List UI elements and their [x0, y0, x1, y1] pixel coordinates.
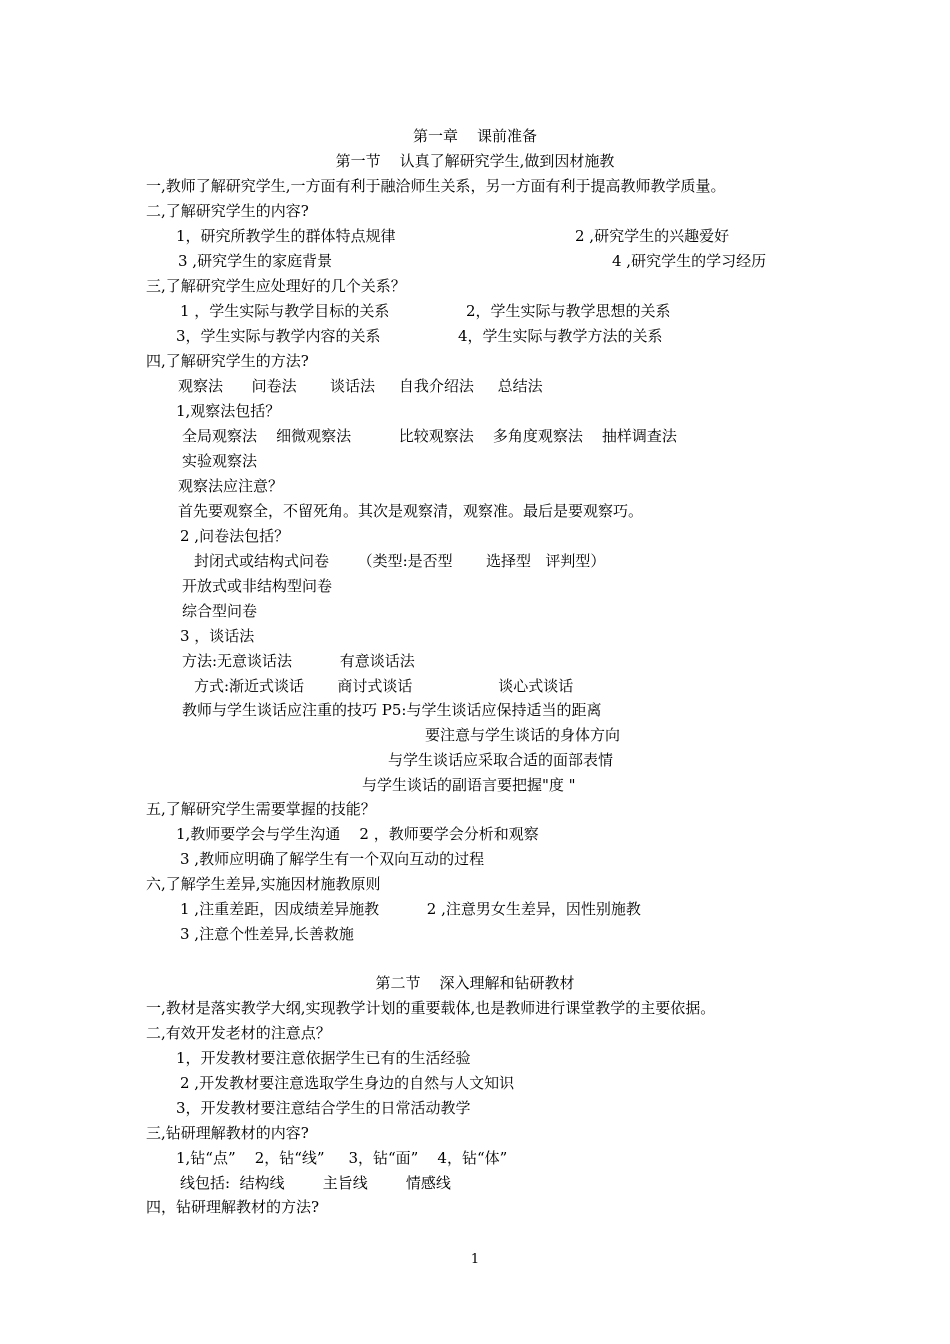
text-line: 1,钻“点” 2，钻“线” 3，钻“面” 4，钻“体”: [176, 1149, 508, 1167]
list-item: 1 ，学生实际与教学目标的关系: [180, 302, 390, 320]
text-line: 观察法应注意？: [178, 477, 284, 495]
question-heading: 四,了解研究学生的方法?: [146, 352, 309, 370]
paragraph: 一,教材是落实教学大纲,实现教学计划的重要载体,也是教师进行课堂教学的主要依据。: [146, 999, 716, 1017]
text-line: 方法:无意谈话法 有意谈话法: [182, 652, 415, 670]
question-heading: 五,了解研究学生需要掌握的技能？: [146, 800, 376, 818]
text-line: 方式:渐近式谈话 商讨式谈话 谈心式谈话: [194, 677, 574, 695]
text-line: 1,观察法包括？: [176, 402, 281, 420]
list-item: 4，学生实际与教学方法的关系: [458, 327, 663, 345]
text-line: 1 ,注重差距，因成绩差异施教 2 ,注意男女生差异，因性别施教: [180, 900, 641, 918]
list-item: 2，学生实际与教学思想的关系: [466, 302, 671, 320]
list-item: 2 ,研究学生的兴趣爱好: [575, 227, 730, 245]
list-item: 3 ,研究学生的家庭背景: [178, 252, 333, 270]
question-heading: 六,了解学生差异,实施因材施教原则: [146, 875, 381, 893]
text-line: 2 ,开发教材要注意选取学生身边的自然与人文知识: [180, 1074, 515, 1092]
text-line: 与学生谈话应采取合适的面部表情: [388, 751, 614, 769]
list-item: 4 ,研究学生的学习经历: [612, 252, 767, 270]
text-line: 3 ,注意个性差异,长善救施: [180, 925, 354, 943]
section-title: 第二节 深入理解和钻研教材: [375, 974, 575, 992]
page-number: 1: [470, 1252, 480, 1267]
question-heading: 二,了解研究学生的内容?: [146, 202, 309, 220]
question-heading: 三,钻研理解教材的内容?: [146, 1124, 309, 1142]
section-title: 第一节 认真了解研究学生,做到因材施教: [335, 152, 615, 170]
text-line: 开放式或非结构型问卷: [182, 577, 333, 595]
list-item: 3，学生实际与教学内容的关系: [176, 327, 381, 345]
list-item: 1，研究所教学生的群体特点规律: [176, 227, 396, 245]
text-line: 综合型问卷: [182, 602, 258, 620]
text-line: 实验观察法: [182, 452, 258, 470]
text-line: 要注意与学生谈话的身体方向: [425, 726, 621, 744]
question-heading: 四，钻研理解教材的方法?: [146, 1198, 320, 1216]
chapter-title: 第一章 课前准备: [412, 127, 538, 145]
text-line: 首先要观察全，不留死角。其次是观察清，观察准。最后是要观察巧。: [178, 502, 644, 520]
text-line: 线包括: 结构线 主旨线 情感线: [180, 1174, 451, 1192]
text-line: 3 ,教师应明确了解学生有一个双向互动的过程: [180, 850, 485, 868]
text-line: 全局观察法 细微观察法 比较观察法 多角度观察法 抽样调查法: [182, 427, 677, 445]
question-heading: 三,了解研究学生应处理好的几个关系？: [146, 277, 406, 295]
text-line: 1,教师要学会与学生沟通 2 ，教师要学会分析和观察: [176, 825, 539, 843]
question-heading: 二,有效开发老材的注意点？: [146, 1024, 331, 1042]
text-line: 2 ,问卷法包括？: [180, 527, 290, 545]
text-line: 教师与学生谈话应注重的技巧 P5:与学生谈话应保持适当的距离: [182, 701, 602, 719]
text-line: 3，开发教材要注意结合学生的日常活动教学: [176, 1099, 471, 1117]
text-line: 1，开发教材要注意依据学生已有的生活经验: [176, 1049, 471, 1067]
text-line: 观察法 问卷法 谈话法 自我介绍法 总结法: [178, 377, 543, 395]
text-line: 与学生谈话的副语言要把握"度 ": [362, 776, 576, 794]
text-line: 封闭式或结构式问卷 （类型:是否型 选择型 评判型）: [194, 552, 606, 570]
text-line: 3 ，谈话法: [180, 627, 255, 645]
paragraph: 一,教师了解研究学生,一方面有利于融洽师生关系，另一方面有利于提高教师教学质量。: [146, 177, 726, 195]
